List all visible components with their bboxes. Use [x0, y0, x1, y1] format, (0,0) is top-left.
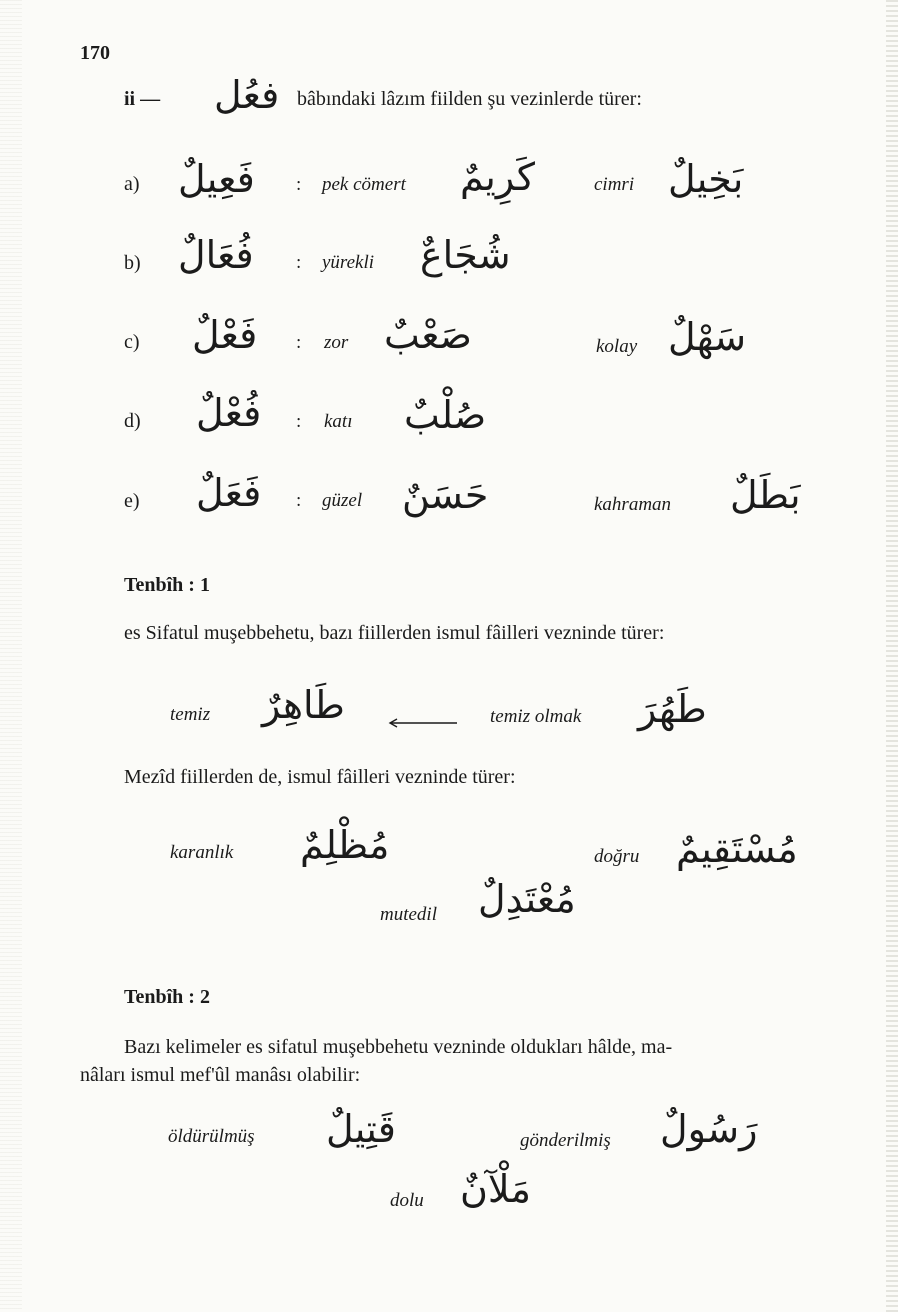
example-arabic: بَطَلٌ — [730, 473, 801, 517]
colon: : — [296, 332, 302, 353]
intro-pattern-arabic: فعُل — [214, 73, 280, 117]
example-arabic: بَخِيلٌ — [668, 157, 744, 201]
example-arabic: رَسُولٌ — [660, 1107, 758, 1151]
note2-heading: Tenbîh : 2 — [124, 986, 210, 1008]
note2-line2: nâları ismul mef'ûl manâsı olabilir: — [80, 1064, 361, 1086]
example-arabic: مُظْلِمٌ — [300, 823, 390, 867]
note1-text2: Mezîd fiillerden de, ismul fâilleri vezninde türer: — [124, 766, 516, 788]
gloss: gönderilmiş — [520, 1130, 611, 1151]
example-arabic: شُجَاعٌ — [420, 233, 511, 277]
gloss: cimri — [594, 174, 635, 195]
page-number: 170 — [80, 42, 110, 64]
gloss: katı — [324, 411, 353, 432]
example-arabic: حَسَنٌ — [402, 473, 489, 517]
example-arabic: طَاهِرٌ — [262, 683, 345, 727]
gloss: pek cömert — [322, 174, 406, 195]
arrow-left-icon — [385, 718, 457, 728]
example-arabic: مُعْتَدِلٌ — [478, 877, 576, 921]
intro-label: ii — — [124, 88, 161, 110]
gloss: karanlık — [170, 842, 234, 863]
gloss: güzel — [322, 490, 363, 511]
gloss: temiz olmak — [490, 706, 582, 727]
example-arabic: قَتِيلٌ — [326, 1107, 396, 1151]
intro-text: bâbındaki lâzım fiilden şu vezinlerde türer: — [297, 88, 642, 110]
note2-line1: Bazı kelimeler es sifatul muşebbehetu vezninde oldukları hâlde, ma- — [124, 1036, 673, 1058]
note1-heading: Tenbîh : 1 — [124, 574, 210, 596]
pattern-arabic: فُعَالٌ — [178, 233, 254, 277]
gloss: dolu — [390, 1190, 424, 1211]
note1-text: es Sifatul muşebbehetu, bazı fiillerden ismul fâilleri vezninde türer: — [124, 622, 665, 644]
gloss: mutedil — [380, 904, 437, 925]
example-arabic: طَهُرَ — [638, 687, 707, 731]
pattern-letter: b) — [124, 252, 141, 274]
gloss: kahraman — [594, 494, 672, 515]
example-arabic: كَرِيمٌ — [460, 155, 535, 199]
gloss: öldürülmüş — [168, 1126, 255, 1147]
example-arabic: صَعْبٌ — [384, 313, 472, 357]
page-edge-right — [886, 0, 898, 1312]
gloss: temiz — [170, 704, 211, 725]
pattern-letter: c) — [124, 331, 140, 353]
colon: : — [296, 411, 302, 432]
gloss: zor — [324, 332, 349, 353]
pattern-arabic: فَعَلٌ — [196, 471, 262, 515]
example-arabic: مُسْتَقِيمٌ — [676, 827, 798, 871]
pattern-arabic: فَعِيلٌ — [178, 157, 255, 201]
gloss: yürekli — [322, 252, 375, 273]
gloss: kolay — [596, 336, 638, 357]
example-arabic: صُلْبٌ — [404, 393, 487, 437]
example-arabic: مَلْآنٌ — [460, 1167, 531, 1211]
pattern-letter: e) — [124, 490, 140, 512]
pattern-letter: d) — [124, 410, 141, 432]
pattern-arabic: فُعْلٌ — [196, 391, 262, 435]
pattern-letter: a) — [124, 173, 140, 195]
colon: : — [296, 174, 302, 195]
page-edge-left — [0, 0, 22, 1312]
colon: : — [296, 252, 302, 273]
colon: : — [296, 490, 302, 511]
example-arabic: سَهْلٌ — [668, 315, 747, 359]
gloss: doğru — [594, 846, 640, 867]
pattern-arabic: فَعْلٌ — [192, 313, 258, 357]
